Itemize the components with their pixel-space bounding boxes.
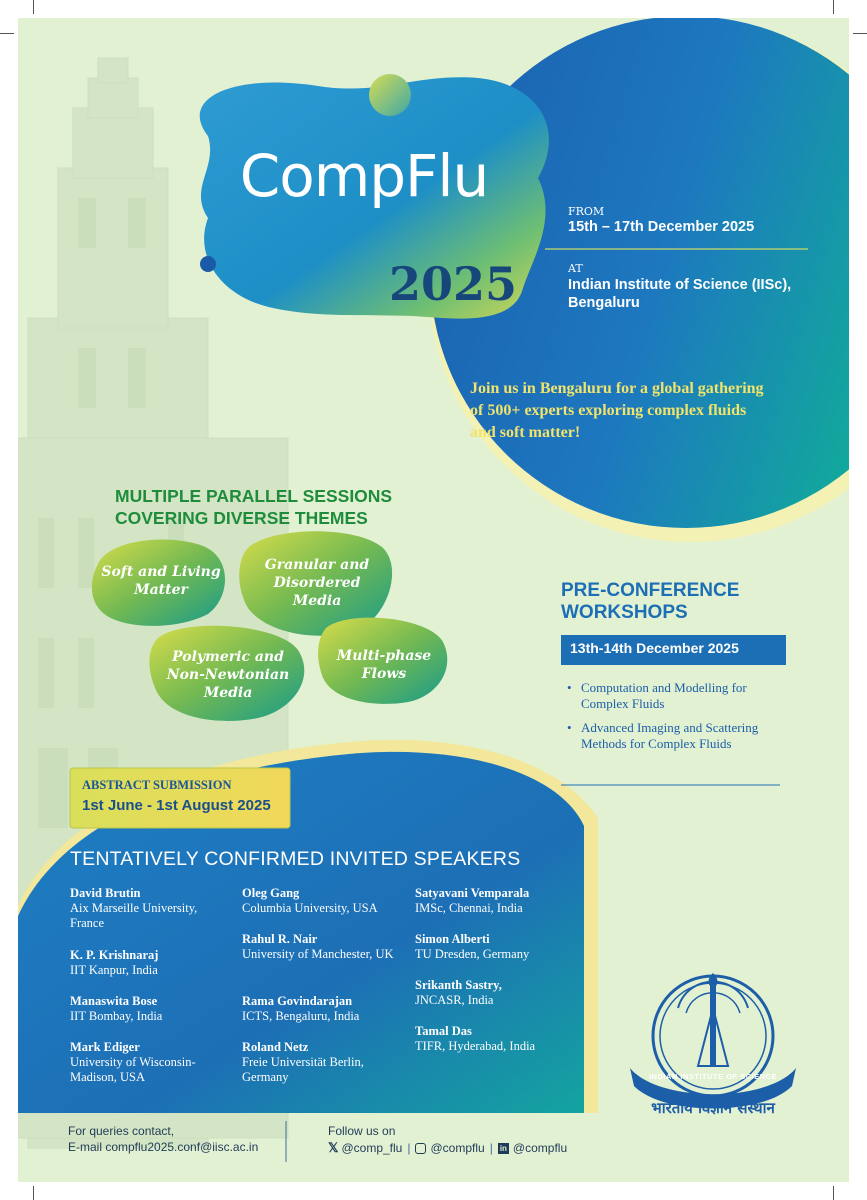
speaker-entry	[242, 886, 402, 916]
event-dates: 15th – 17th December 2025	[568, 219, 755, 235]
iisc-logo-hindi: भारतीय विज्ञान संस्थान	[651, 1099, 775, 1117]
divider: |	[489, 1141, 493, 1155]
speaker-name: Satyavani Vemparala	[415, 886, 530, 900]
x-handle[interactable]: @comp_flu	[341, 1141, 403, 1155]
workshop-item: • Computation and Modelling for Complex Fluids	[563, 680, 783, 712]
speaker-name: Mark Ediger	[70, 1040, 140, 1054]
crop-mark	[853, 33, 867, 34]
speaker-entry	[242, 1040, 402, 1085]
iisc-logo-graphic	[630, 973, 796, 1109]
speaker-affiliation: TIFR, Hyderabad, India	[415, 1039, 536, 1053]
venue	[568, 276, 791, 312]
speaker-entry	[415, 978, 585, 1008]
speaker-entry	[70, 994, 230, 1024]
iisc-logo-ring-text: INDIAN INSTITUTE OF SCIENCE	[648, 1072, 778, 1081]
social-links	[328, 1140, 567, 1156]
speakers-heading: TENTATIVELY CONFIRMED INVITED SPEAKERS	[70, 848, 521, 870]
speaker-affiliation: JNCASR, India	[415, 993, 494, 1007]
tagline-line3: and soft matter!	[470, 424, 581, 441]
crop-mark	[0, 33, 14, 34]
speaker-entry	[70, 1040, 230, 1085]
sessions-heading	[115, 485, 392, 529]
instagram-icon	[415, 1143, 426, 1154]
speaker-affiliation: IIT Bombay, India	[70, 1009, 163, 1023]
speaker-name: David Brutin	[70, 886, 141, 900]
contact-line1: For queries contact,	[68, 1124, 175, 1138]
event-title: CompFlu	[239, 142, 489, 210]
abstract-dates: 1st June - 1st August 2025	[82, 797, 271, 814]
crop-mark	[33, 1186, 34, 1200]
speaker-name: Simon Alberti	[415, 932, 490, 946]
sessions-heading-line2: COVERING DIVERSE THEMES	[115, 508, 368, 528]
poster	[18, 18, 849, 1182]
sessions-heading-line1: MULTIPLE PARALLEL SESSIONS	[115, 486, 393, 506]
speaker-entry	[415, 886, 585, 916]
speaker-affiliation: Aix Marseille University, France	[70, 901, 198, 930]
venue-line1: Indian Institute of Science (IISc),	[568, 277, 792, 293]
crop-mark	[833, 0, 834, 14]
workshops-heading	[561, 580, 739, 624]
workshop-item: • Advanced Imaging and Scattering Methods for Complex Fluids	[563, 720, 783, 752]
speaker-affiliation: University of Manchester, UK	[242, 947, 394, 961]
tagline-line2: of 500+ experts exploring complex fluids	[470, 402, 747, 419]
x-icon: 𝕏	[328, 1140, 339, 1155]
speaker-entry	[70, 948, 230, 978]
speaker-entry	[415, 932, 585, 962]
speaker-name: Tamal Das	[415, 1024, 472, 1038]
linkedin-handle[interactable]: @compflu	[512, 1141, 568, 1155]
theme-soft-living-matter: Soft and Living Matter	[101, 564, 221, 598]
speaker-affiliation: ICTS, Bengaluru, India	[242, 1009, 360, 1023]
divider: |	[407, 1141, 411, 1155]
theme-multiphase: Multi-phase Flows	[336, 648, 432, 682]
speaker-affiliation: Columbia University, USA	[242, 901, 378, 915]
workshops-heading-line1: PRE-CONFERENCE	[561, 580, 740, 601]
follow-label: Follow us on	[328, 1124, 396, 1138]
venue-line2: Bengaluru	[568, 295, 640, 311]
tagline	[470, 378, 764, 444]
speaker-name: K. P. Krishnaraj	[70, 948, 159, 962]
speaker-name: Manaswita Bose	[70, 994, 158, 1008]
tagline-line1: Join us in Bengaluru for a global gathering	[470, 380, 764, 397]
workshops-heading-line2: WORKSHOPS	[561, 602, 688, 623]
instagram-handle[interactable]: @compflu	[430, 1141, 485, 1155]
contact-email[interactable]: E-mail compflu2025.conf@iisc.ac.in	[68, 1140, 259, 1154]
speaker-affiliation: University of Wisconsin-Madison, USA	[70, 1055, 196, 1084]
at-label: AT	[568, 262, 583, 275]
contact-block	[68, 1123, 258, 1155]
theme-granular-disordered: Granular and Disordered Media	[264, 557, 370, 609]
speaker-name: Roland Netz	[242, 1040, 309, 1054]
crop-mark	[833, 1186, 834, 1200]
workshops-list	[563, 680, 783, 760]
event-year: 2025	[388, 257, 518, 311]
speaker-entry	[242, 932, 402, 962]
speaker-name: Oleg Gang	[242, 886, 300, 900]
speaker-entry	[415, 1024, 585, 1054]
theme-polymeric: Polymeric and Non-Newtonian Media	[166, 649, 290, 701]
speaker-affiliation: IMSc, Chennai, India	[415, 901, 523, 915]
linkedin-icon: in	[499, 1143, 507, 1153]
abstract-label: ABSTRACT SUBMISSION	[82, 778, 232, 792]
speaker-affiliation: IIT Kanpur, India	[70, 963, 158, 977]
speaker-name: Rahul R. Nair	[242, 932, 318, 946]
from-label: FROM	[568, 205, 605, 218]
workshops-dates: 13th-14th December 2025	[570, 640, 739, 656]
speaker-name: Srikanth Sastry,	[415, 978, 502, 992]
speaker-affiliation: TU Dresden, Germany	[415, 947, 530, 961]
speaker-affiliation: Freie Universität Berlin, Germany	[242, 1055, 364, 1084]
speaker-entry	[70, 886, 230, 931]
speaker-name: Rama Govindarajan	[242, 994, 353, 1008]
speaker-entry	[242, 994, 402, 1024]
crop-mark	[33, 0, 34, 14]
